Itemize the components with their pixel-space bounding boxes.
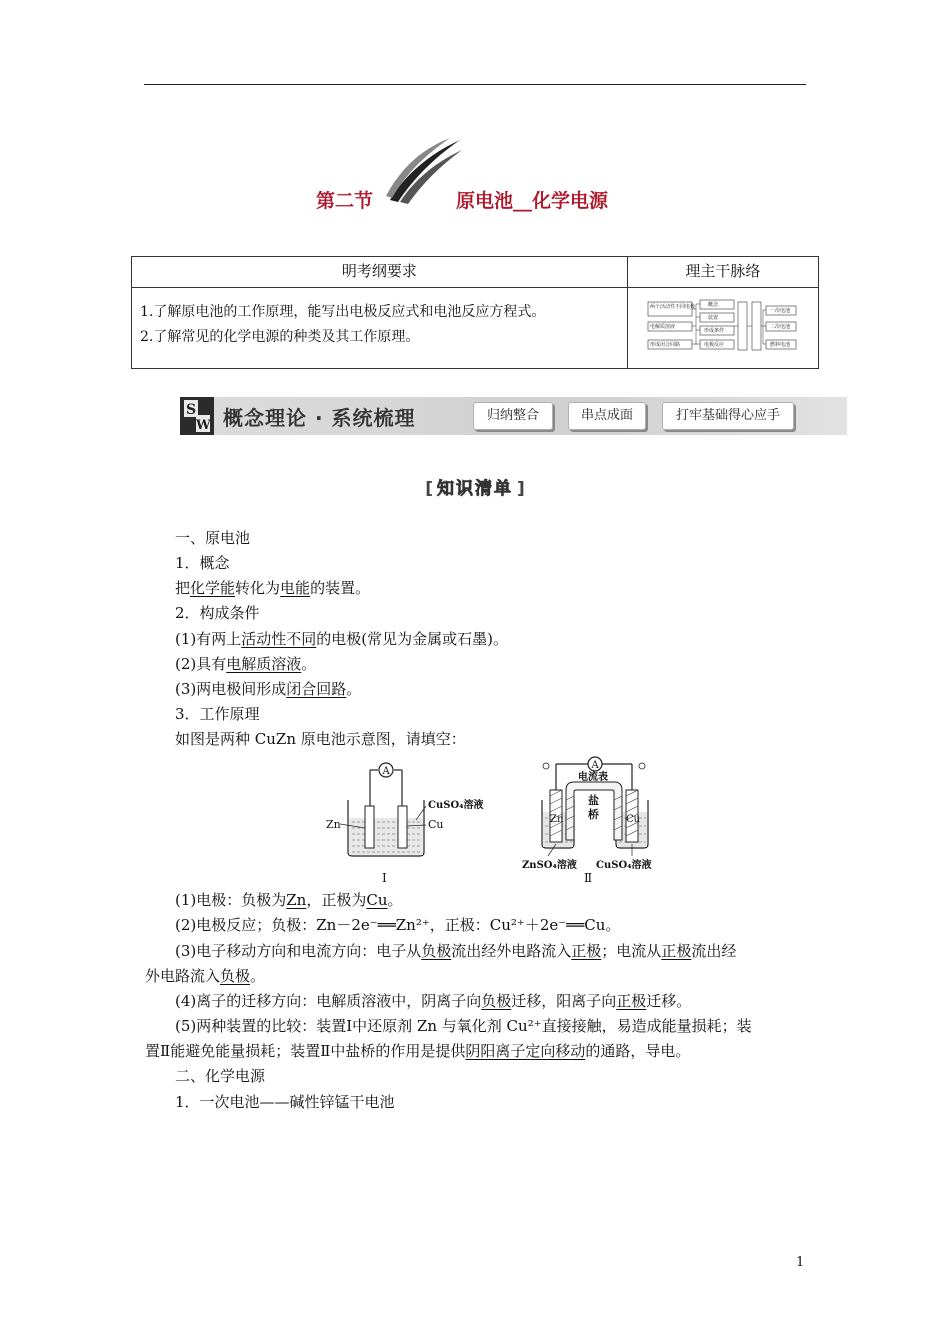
label-bridge-2: 桥	[588, 808, 599, 821]
label-device-1: Ⅰ	[382, 871, 387, 885]
condition-2: (2)具有电解质溶液。	[175, 655, 317, 673]
section-title	[0, 186, 950, 216]
requirements-table	[131, 256, 819, 369]
point-5: (5)两种装置的比较：装置Ⅰ中还原剂 Zn 与氧化剂 Cu²⁺直接接触，易造成能量损耗；装	[175, 1017, 752, 1035]
page-title: 原电池__化学电源	[456, 190, 609, 212]
mindmap-mid-3: 形成条件	[703, 328, 724, 334]
tag-summary: 归纳整合	[473, 402, 553, 430]
point-2: (2)电极反应；负极：Zn－2e⁻══Zn²⁺，正极：Cu²⁺＋2e⁻══Cu。	[175, 916, 621, 934]
tag-foundation: 打牢基础得心应手	[662, 402, 794, 430]
requirement-item: 2.了解常见的化学电源的种类及其工作原理。	[140, 329, 420, 345]
point-3: (3)电子移动方向和电流方向：电子从负极流出经外电路流入正极；电流从正极流出经	[175, 942, 737, 960]
point-4: (4)离子的迁移方向：电解质溶液中，阴离子向负极迁移，阳离子向正极迁移。	[175, 992, 692, 1010]
svg-text:W: W	[196, 418, 211, 433]
point-5-cont: 置Ⅱ能避免能量损耗；装置Ⅱ中盐桥的作用是提供阴阳离子定向移动的通路，导电。	[145, 1042, 691, 1060]
label-bridge-1: 盐	[588, 794, 599, 807]
table-header-right: 理主干脉络	[627, 257, 818, 288]
mindmap-mid-2: 装置	[707, 315, 718, 321]
heading-power: 二、化学电源	[175, 1067, 266, 1085]
figure-intro: 如图是两种 CuZn 原电池示意图，请填空：	[175, 730, 466, 748]
label-meter: 电流表	[578, 772, 608, 783]
mindmap-left-2: 电解质溶液	[649, 324, 675, 330]
mindmap-left-3: 形成闭合回路	[649, 342, 680, 348]
label-zn-2: Zn	[550, 814, 564, 825]
ammeter-label-1: A	[382, 766, 390, 777]
swoosh-decoration	[384, 136, 464, 206]
tag-connect: 串点成面	[568, 402, 646, 430]
sub-primary-battery: 1．一次电池——碱性锌锰干电池	[175, 1093, 395, 1111]
mindmap-diagram	[628, 288, 817, 368]
section-banner	[180, 397, 847, 435]
point-3-cont: 外电路流入负极。	[145, 967, 266, 985]
heading-cell: 一、原电池	[175, 529, 251, 547]
label-device-2: Ⅱ	[584, 871, 593, 885]
table-header-left: 明考纲要求	[132, 257, 628, 288]
mindmap-mid-1: 概念	[707, 302, 718, 308]
mindmap-right-1: 一次电池	[769, 308, 790, 314]
sub-concept: 1．概念	[175, 554, 230, 572]
requirement-item: 1.了解原电池的工作原理，能写出电极反应式和电池反应方程式。	[140, 304, 546, 320]
label-cu-2: Cu	[626, 814, 641, 825]
point-1: (1)电极：负极为Zn，正极为Cu。	[175, 891, 403, 909]
sub-principle: 3．工作原理	[175, 705, 260, 723]
mindmap-right-2: 二次电池	[769, 324, 790, 330]
section-number: 第二节	[316, 190, 374, 212]
concept-line: 把化学能转化为电能的装置。	[175, 579, 371, 597]
svg-text:S: S	[186, 402, 197, 418]
mindmap-mid-4: 电极反应	[703, 342, 724, 348]
condition-3: (3)两电极间形成闭合回路。	[175, 680, 362, 698]
sub-conditions: 2．构成条件	[175, 604, 260, 622]
cell-figure	[320, 756, 680, 886]
ammeter-label-2: A	[591, 760, 599, 771]
page-number: 1	[796, 1255, 805, 1270]
label-zn-1: Zn	[326, 818, 341, 831]
mindmap-cell	[627, 288, 818, 369]
label-cuso4-2: CuSO₄溶液	[596, 860, 652, 871]
label-cu-1: Cu	[428, 818, 444, 831]
banner-title: 概念理论 · 系统梳理	[223, 406, 416, 430]
requirements-list	[132, 288, 628, 369]
knowledge-label: [ 知识清单 ]	[425, 479, 525, 499]
mindmap-left-1: 两个活动性不同电极	[649, 304, 695, 310]
condition-1: (1)有两上活动性不同的电极(常见为金属或石墨)。	[175, 630, 508, 648]
sw-logo-icon	[180, 397, 214, 435]
label-znso4: ZnSO₄溶液	[522, 860, 577, 871]
mindmap-right-3: 燃料电池	[769, 342, 790, 348]
label-cuso4-1: CuSO₄溶液	[428, 800, 484, 811]
header-rule	[144, 84, 806, 85]
